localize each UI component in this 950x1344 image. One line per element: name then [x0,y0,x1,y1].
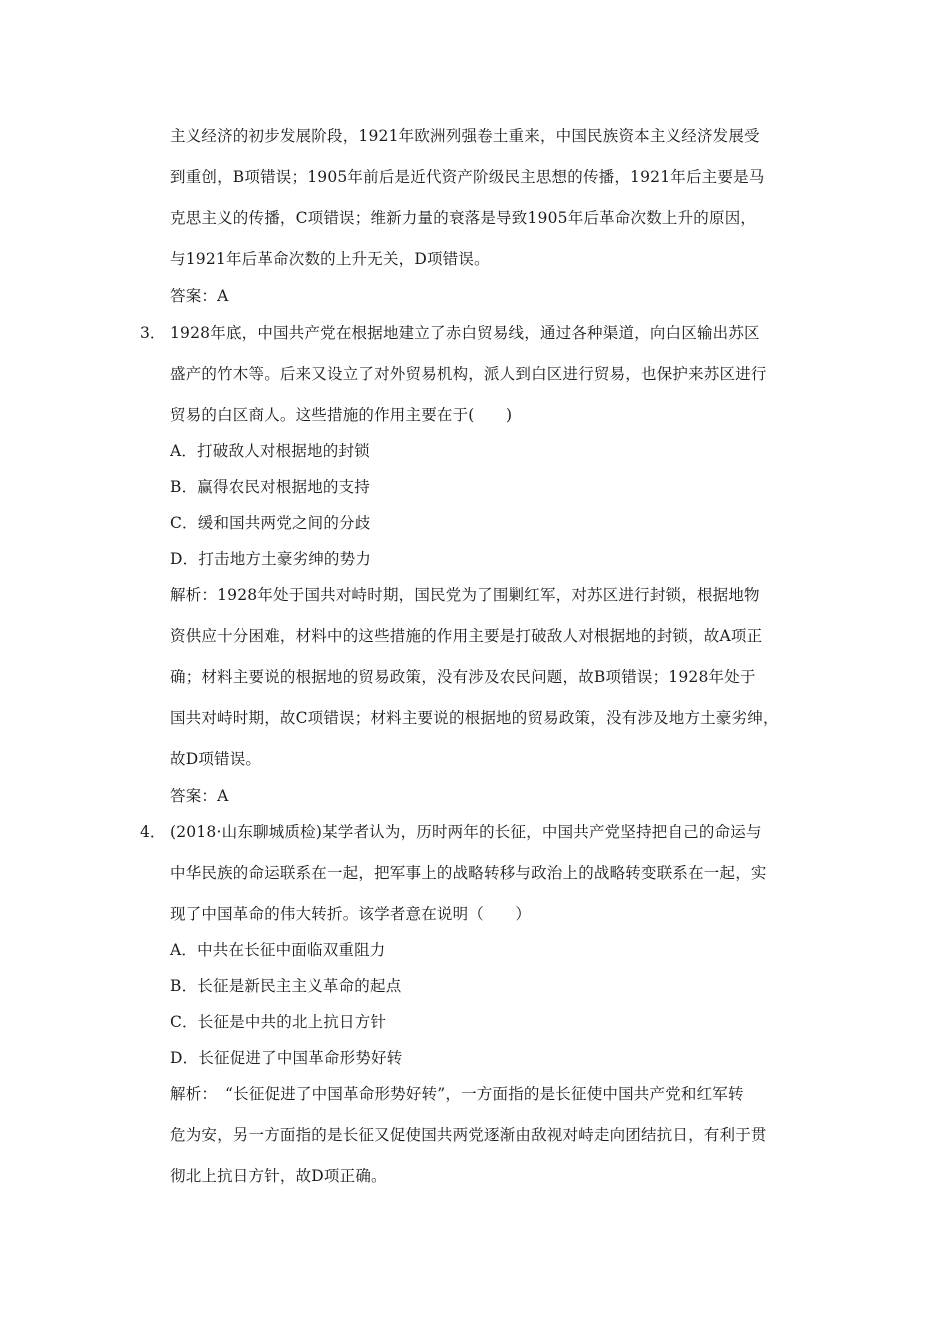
analysis-line: 危为安，另一方面指的是长征又促使国共两党逐渐由敌视对峙走向团结抗日，有利于贯 [170,1126,767,1144]
analysis-line: 确；材料主要说的根据地的贸易政策，没有涉及农民问题，故B项错误；1928年处于 [170,668,756,686]
option-a: A．中共在长征中面临双重阻力 [170,941,386,959]
option-d: D．打击地方土豪劣绅的势力 [170,550,372,568]
option-b: B．长征是新民主主义革命的起点 [170,977,402,995]
question-number: 3． [140,324,166,342]
option-b: B．赢得农民对根据地的支持 [170,478,370,496]
analysis-line: 与1921年后革命次数的上升无关，D项错误。 [170,250,490,268]
question-stem-line: (2018·山东聊城质检)某学者认为，历时两年的长征，中国共产党坚持把自己的命运与 [170,823,762,841]
question-stem-line: 1928年底，中国共产党在根据地建立了赤白贸易线，通过各种渠道，向白区输出苏区 [170,324,760,342]
answer-line: 答案：A [170,787,229,805]
analysis-line: 资供应十分困难，材料中的这些措施的作用主要是打破敌人对根据地的封锁，故A项正 [170,627,763,645]
analysis-line: 解析： “长征促进了中国革命形势好转”，一方面指的是长征使中国共产党和红军转 [170,1085,744,1103]
question-number: 4． [140,823,166,841]
analysis-line: 克思主义的传播，C项错误；维新力量的衰落是导致1905年后革命次数上升的原因， [170,209,757,227]
analysis-line: 主义经济的初步发展阶段，1921年欧洲列强卷土重来，中国民族资本主义经济发展受 [170,127,760,145]
analysis-line: 到重创，B项错误；1905年前后是近代资产阶级民主思想的传播，1921年后主要是马 [170,168,765,186]
answer-line: 答案：A [170,287,229,305]
option-c: C．长征是中共的北上抗日方针 [170,1013,387,1031]
question-stem-line: 现了中国革命的伟大转折。该学者意在说明（ ） [170,905,532,923]
option-c: C．缓和国共两党之间的分歧 [170,514,371,532]
question-stem-line: 贸易的白区商人。这些措施的作用主要在于( ) [170,406,513,424]
analysis-line: 故D项错误。 [170,750,262,768]
analysis-line: 解析：1928年处于国共对峙时期，国民党为了围剿红军，对苏区进行封锁，根据地物 [170,586,760,604]
question-stem-line: 盛产的竹木等。后来又设立了对外贸易机构，派人到白区进行贸易，也保护来苏区进行 [170,365,767,383]
analysis-line: 国共对峙时期，故C项错误；材料主要说的根据地的贸易政策，没有涉及地方土豪劣绅， [170,709,779,727]
option-a: A．打破敌人对根据地的封锁 [170,442,370,460]
analysis-line: 彻北上抗日方针，故D项正确。 [170,1167,387,1185]
question-stem-line: 中华民族的命运联系在一起，把军事上的战略转移与政治上的战略转变联系在一起，实 [170,864,767,882]
option-d: D．长征促进了中国革命形势好转 [170,1049,403,1067]
